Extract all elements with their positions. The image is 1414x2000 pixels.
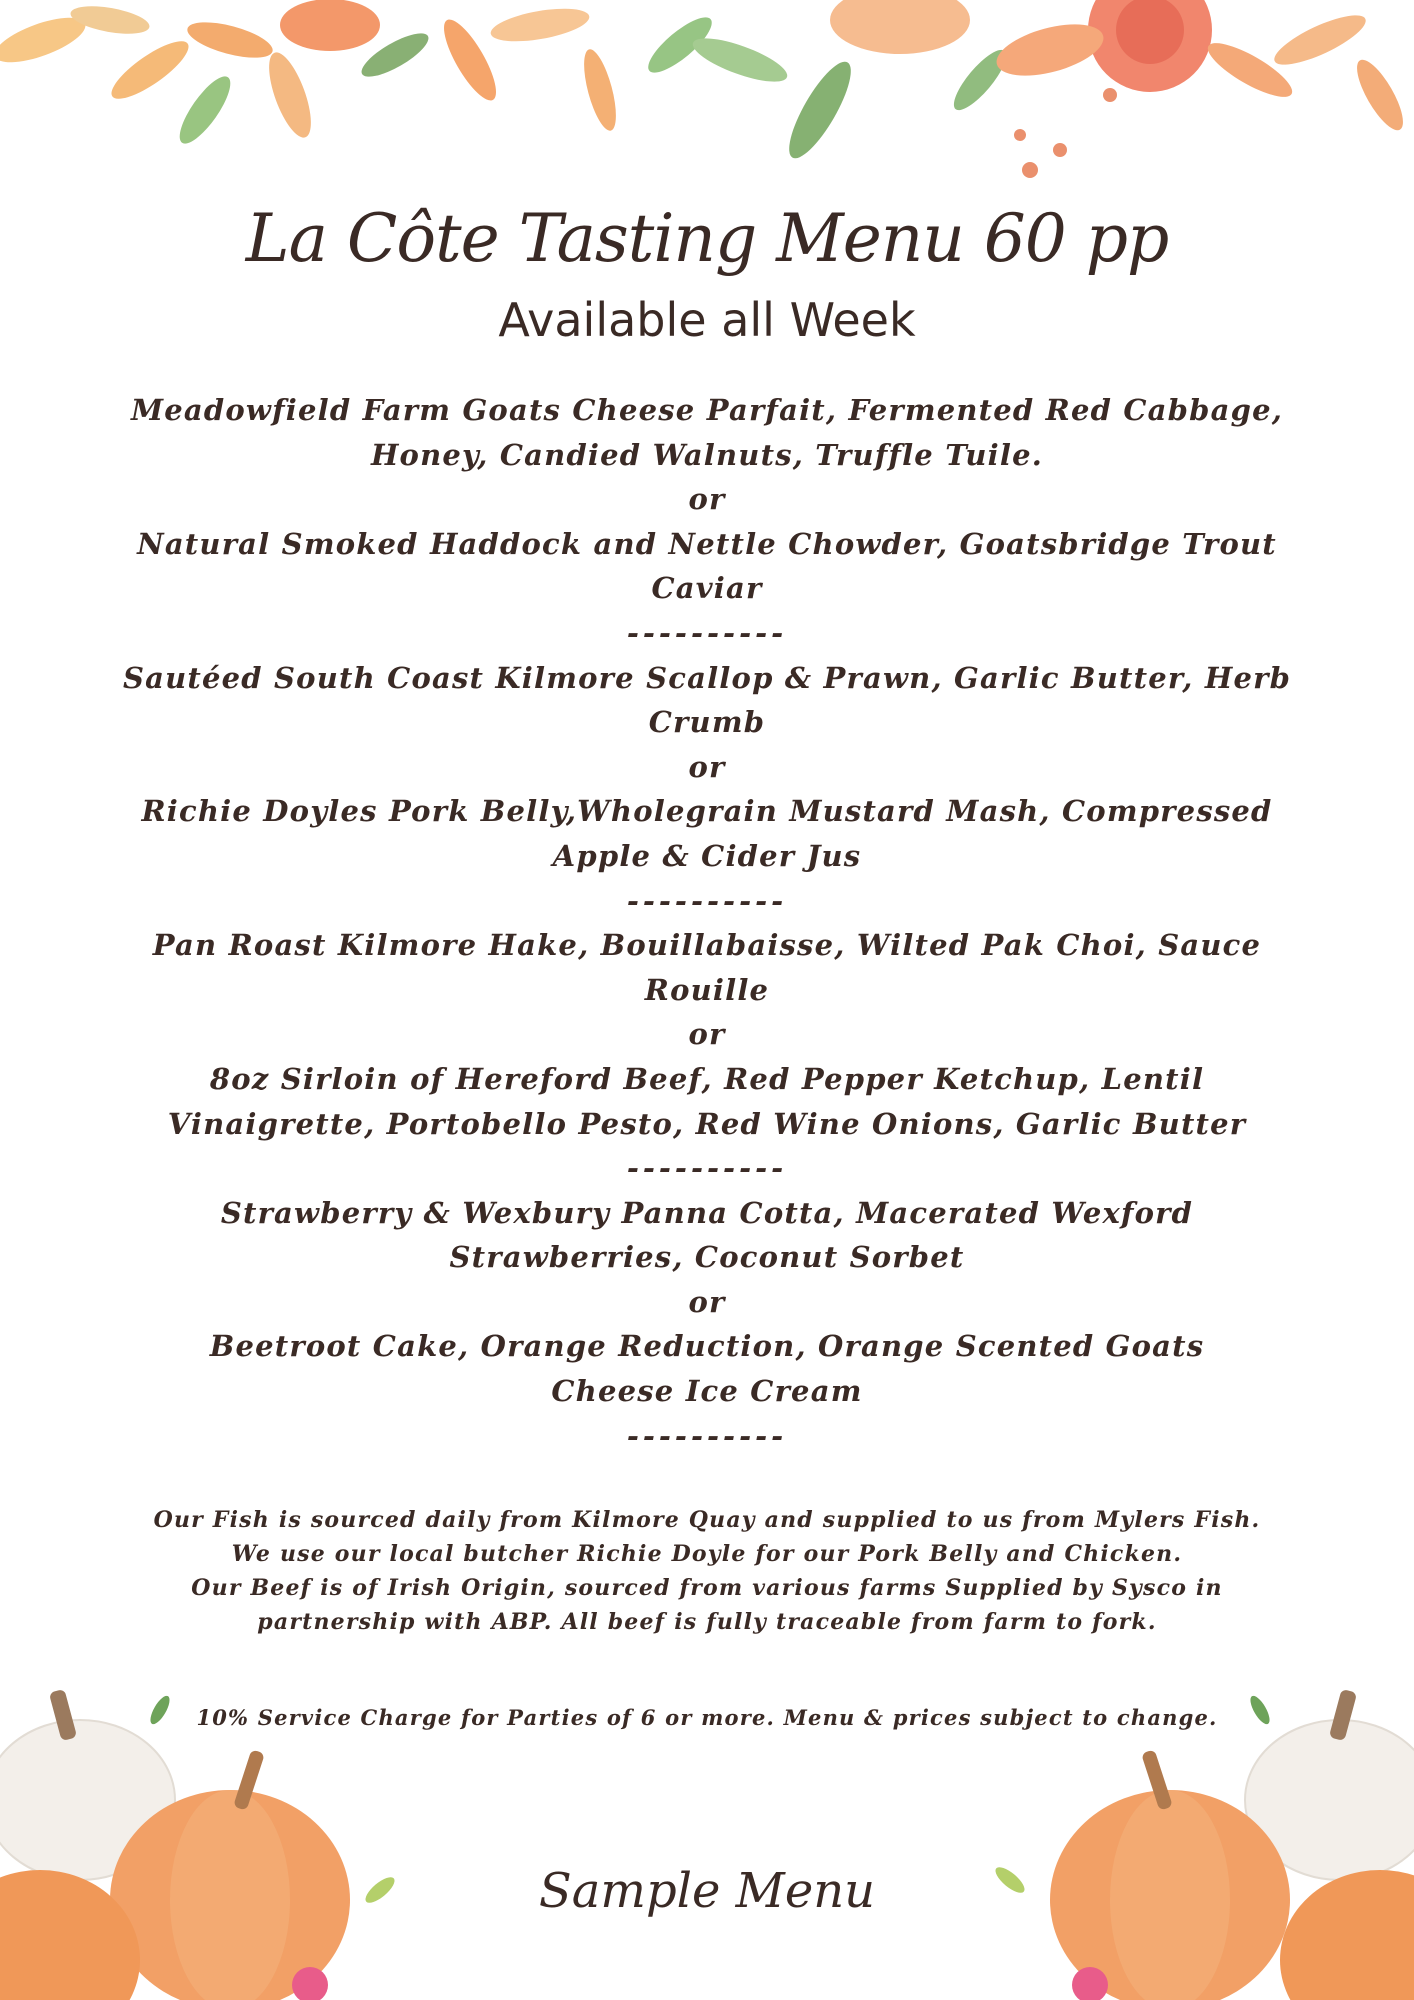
note-line: Our Fish is sourced daily from Kilmore Quay and supplied to us from Mylers Fish. [153,1507,1261,1533]
floral-garland-icon [0,0,1414,210]
course-separator: ---------- [626,1418,788,1453]
menu-or: or [688,1284,726,1319]
menu-line: Richie Doyles Pork Belly,Wholegrain Mustard Mash, Compressed [141,794,1273,829]
menu-line: Strawberry & Wexbury Panna Cotta, Macerated Wexford [220,1195,1194,1230]
menu-line: Caviar [651,571,763,606]
menu-line: 8oz Sirloin of Hereford Beef, Red Pepper Ketchup, Lentil [209,1061,1205,1096]
note-line: We use our local butcher Richie Doyle for our Pork Belly and Chicken. [231,1541,1183,1567]
page-title: La Côte Tasting Menu 60 pp [245,200,1169,277]
menu-line: Honey, Candied Walnuts, Truffle Tuile. [370,437,1044,472]
course-separator: ---------- [626,615,788,650]
menu-line: Strawberries, Coconut Sorbet [449,1240,965,1275]
menu-line: Rouille [644,972,770,1007]
note-line: Our Beef is of Irish Origin, sourced from various farms Supplied by Sysco in [191,1575,1223,1601]
menu-line: Crumb [648,705,766,740]
menu-line: Pan Roast Kilmore Hake, Bouillabaisse, Wilted Pak Choi, Sauce [152,928,1262,963]
menu-line: Sautéed South Coast Kilmore Scallop & Prawn, Garlic Butter, Herb [122,660,1292,695]
menu-line: Natural Smoked Haddock and Nettle Chowder, Goatsbridge Trout [137,526,1277,561]
availability-subtitle: Available all Week [498,293,916,347]
menu-line: Apple & Cider Jus [552,838,862,873]
sourcing-notes [120,1503,1294,1639]
menu-or: or [688,1017,726,1052]
course-separator: ---------- [626,883,788,918]
menu-line: Beetroot Cake, Orange Reduction, Orange Scented Goats [209,1329,1205,1364]
menu-line: Meadowfield Farm Goats Cheese Parfait, Fermented Red Cabbage, [130,393,1284,427]
menu-or: or [688,482,726,517]
menu-courses [120,388,1294,1458]
menu-line: Vinaigrette, Portobello Pesto, Red Wine Onions, Garlic Butter [167,1106,1247,1141]
service-charge-note: 10% Service Charge for Parties of 6 or more. Menu & prices subject to change. [196,1705,1218,1730]
course-separator: ---------- [626,1151,788,1186]
menu-line: Cheese Ice Cream [551,1374,863,1409]
menu-or: or [688,749,726,784]
sample-menu-label: Sample Menu [538,1863,876,1919]
note-line: partnership with ABP. All beef is fully traceable from farm to fork. [257,1609,1157,1635]
